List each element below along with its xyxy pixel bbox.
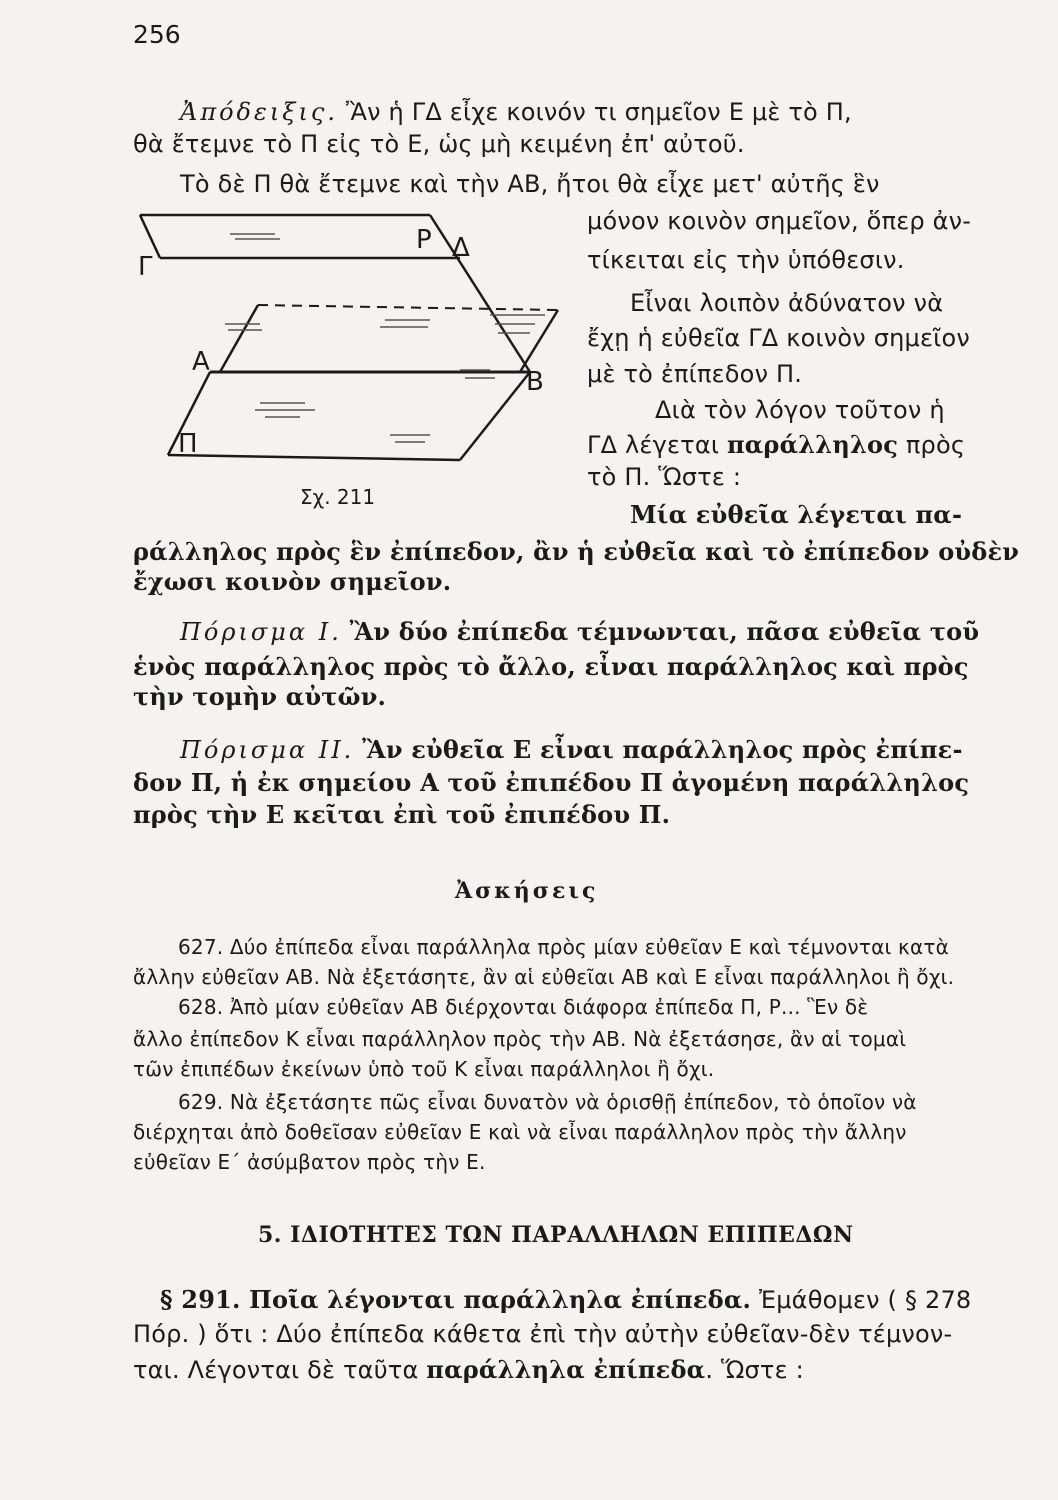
proof-line-11: τὸ Π. Ὥστε :: [587, 463, 742, 491]
exercise-628-line-1: 628. Ἀπὸ μίαν εὐθεῖαν ΑΒ διέρχονται διάφορα ἐπίπεδα Π, Ρ... Ἓν δὲ: [178, 995, 869, 1019]
para-291-heading: § 291. Ποῖα λέγονται παράλληλα ἐπίπεδα.: [160, 1285, 752, 1314]
proof-line-3: Τὸ δὲ Π θὰ ἔτεμνε καὶ τὴν ΑΒ, ἤτοι θὰ εἶχε μετ' αὐτῆς ἓν: [180, 170, 880, 198]
porism1-line-1: [180, 617, 979, 646]
para-291-text-3a: ται. Λέγονται δὲ ταῦτα: [133, 1356, 427, 1384]
proof-text-pros: πρὸς: [898, 431, 966, 459]
label-b: Β: [526, 367, 544, 397]
porism1-line-3: τὴν τομὴν αὐτῶν.: [133, 682, 387, 711]
para-291-text-3c: . Ὥστε :: [705, 1356, 804, 1384]
proof-line-1: [180, 98, 852, 126]
exercises-heading: Ἀσκήσεις: [455, 878, 599, 904]
proof-line-6: Εἶναι λοιπὸν ἀδύνατον νὰ: [630, 289, 944, 317]
proof-line-10: [587, 430, 965, 459]
definition-line-1: Μία εὐθεῖα λέγεται πα-: [630, 500, 963, 529]
para-291-text-1: Ἐμάθομεν ( § 278: [751, 1286, 972, 1314]
label-pi: Π: [178, 429, 198, 459]
parallel-planes-term: παράλληλα ἐπίπεδα: [426, 1355, 706, 1384]
dashed-back-line: [258, 305, 558, 310]
upper-right-edge: [430, 215, 530, 372]
porism2-line-3: πρὸς τὴν Ε κεῖται ἐπὶ τοῦ ἐπιπέδου Π.: [133, 800, 671, 829]
shading-hatch: [225, 234, 545, 442]
page-number: 256: [133, 20, 181, 49]
exercise-627-line-1: 627. Δύο ἐπίπεδα εἶναι παράλληλα πρὸς μίαν εὐθεῖαν Ε καὶ τέμνονται κατὰ: [178, 935, 950, 959]
left-plane-edge: [220, 305, 258, 372]
proof-line-9: Διὰ τὸν λόγον τοῦτον ἡ: [655, 396, 945, 424]
right-plane-edge: [520, 310, 558, 372]
figure-211: [130, 200, 570, 475]
section-title: 5. ΙΔΙΟΤΗΤΕΣ ΤΩΝ ΠΑΡΑΛΛΗΛΩΝ ΕΠΙΠΕΔΩΝ: [258, 1222, 854, 1248]
proof-line-2: θὰ ἔτεμνε τὸ Π εἰς τὸ Ε, ὡς μὴ κειμένη ἐπ' αὐτοῦ.: [133, 130, 745, 158]
proof-line-7: ἔχῃ ἡ εὐθεῖα ΓΔ κοινὸν σημεῖον: [587, 324, 970, 352]
porism2-label: Πόρισμα ΙΙ.: [180, 736, 355, 764]
porism1-label: Πόρισμα Ι.: [180, 618, 342, 646]
definition-line-2: ράλληλος πρὸς ἓν ἐπίπεδον, ἂν ἡ εὐθεῖα καὶ τὸ ἐπίπεδον οὐδὲν: [133, 537, 1020, 566]
porism1-text: Ἂν δύο ἐπίπεδα τέμνωνται, πᾶσα εὐθεῖα τοῦ: [349, 617, 980, 646]
porism1-line-2: ἑνὸς παράλληλος πρὸς τὸ ἄλλο, εἶναι παράλληλος καὶ πρὸς: [133, 652, 969, 681]
proof-line-8: μὲ τὸ ἐπίπεδον Π.: [587, 360, 803, 388]
label-gamma: Γ: [138, 252, 153, 282]
exercise-628-line-2: ἄλλο ἐπίπεδον Κ εἶναι παράλληλον πρὸς τὴν ΑΒ. Νὰ ἐξετάσησε, ἂν αἱ τομαὶ: [133, 1027, 907, 1051]
parallel-term: παράλληλος: [727, 430, 899, 459]
label-p: P: [416, 225, 432, 255]
exercise-627-line-2: ἄλλην εὐθεῖαν ΑΒ. Νὰ ἐξετάσητε, ἂν αἱ εὐθεῖαι ΑΒ καὶ Ε εἶναι παράλληλοι ἢ ὄχι.: [133, 965, 955, 989]
porism2-line-1: [180, 735, 963, 764]
exercise-629-line-1: 629. Νὰ ἐξετάσητε πῶς εἶναι δυνατὸν νὰ ὁρισθῇ ἐπίπεδον, τὸ ὁποῖον νὰ: [178, 1090, 917, 1114]
exercise-628-line-3: τῶν ἐπιπέδων ἐκείνων ὑπὸ τοῦ Κ εἶναι παράλληλοι ἢ ὄχι.: [133, 1057, 715, 1081]
proof-text-gd: ΓΔ λέγεται: [587, 431, 727, 459]
proof-text: Ἂν ἡ ΓΔ εἶχε κοινόν τι σημεῖον Ε μὲ τὸ Π,: [345, 98, 852, 126]
porism2-text: Ἂν εὐθεῖα Ε εἶναι παράλληλος πρὸς ἐπίπε-: [362, 735, 963, 764]
exercise-629-line-3: εὐθεῖαν Ε΄ ἀσύμβατον πρὸς τὴν Ε.: [133, 1150, 486, 1174]
para-291-line-1: [160, 1285, 971, 1314]
pi-right-edge: [460, 372, 530, 460]
pi-bottom-edge: [168, 455, 460, 460]
label-a: Α: [192, 347, 210, 377]
proof-line-5: τίκειται εἰς τὴν ὑπόθεσιν.: [587, 246, 905, 274]
proof-line-4: μόνον κοινὸν σημεῖον, ὅπερ ἀν-: [587, 207, 972, 235]
para-291-line-3: [133, 1355, 804, 1384]
exercise-629-line-2: διέρχηται ἀπὸ δοθεῖσαν εὐθεῖαν Ε καὶ νὰ εἶναι παράλληλον πρὸς τὴν ἄλλην: [133, 1120, 907, 1144]
para-291-line-2: Πόρ. ) ὅτι : Δύο ἐπίπεδα κάθετα ἐπὶ τὴν αὐτὴν εὐθεῖαν-δὲν τέμνον-: [133, 1320, 953, 1348]
definition-line-3: ἔχωσι κοινὸν σημεῖον.: [133, 567, 452, 596]
label-delta: Δ: [452, 233, 470, 263]
proof-label: Ἀπόδειξις.: [180, 98, 338, 126]
figure-caption: Σχ. 211: [300, 485, 376, 509]
porism2-line-2: δον Π, ἡ ἐκ σημείου Α τοῦ ἐπιπέδου Π ἀγομένη παράλληλος: [133, 768, 970, 797]
